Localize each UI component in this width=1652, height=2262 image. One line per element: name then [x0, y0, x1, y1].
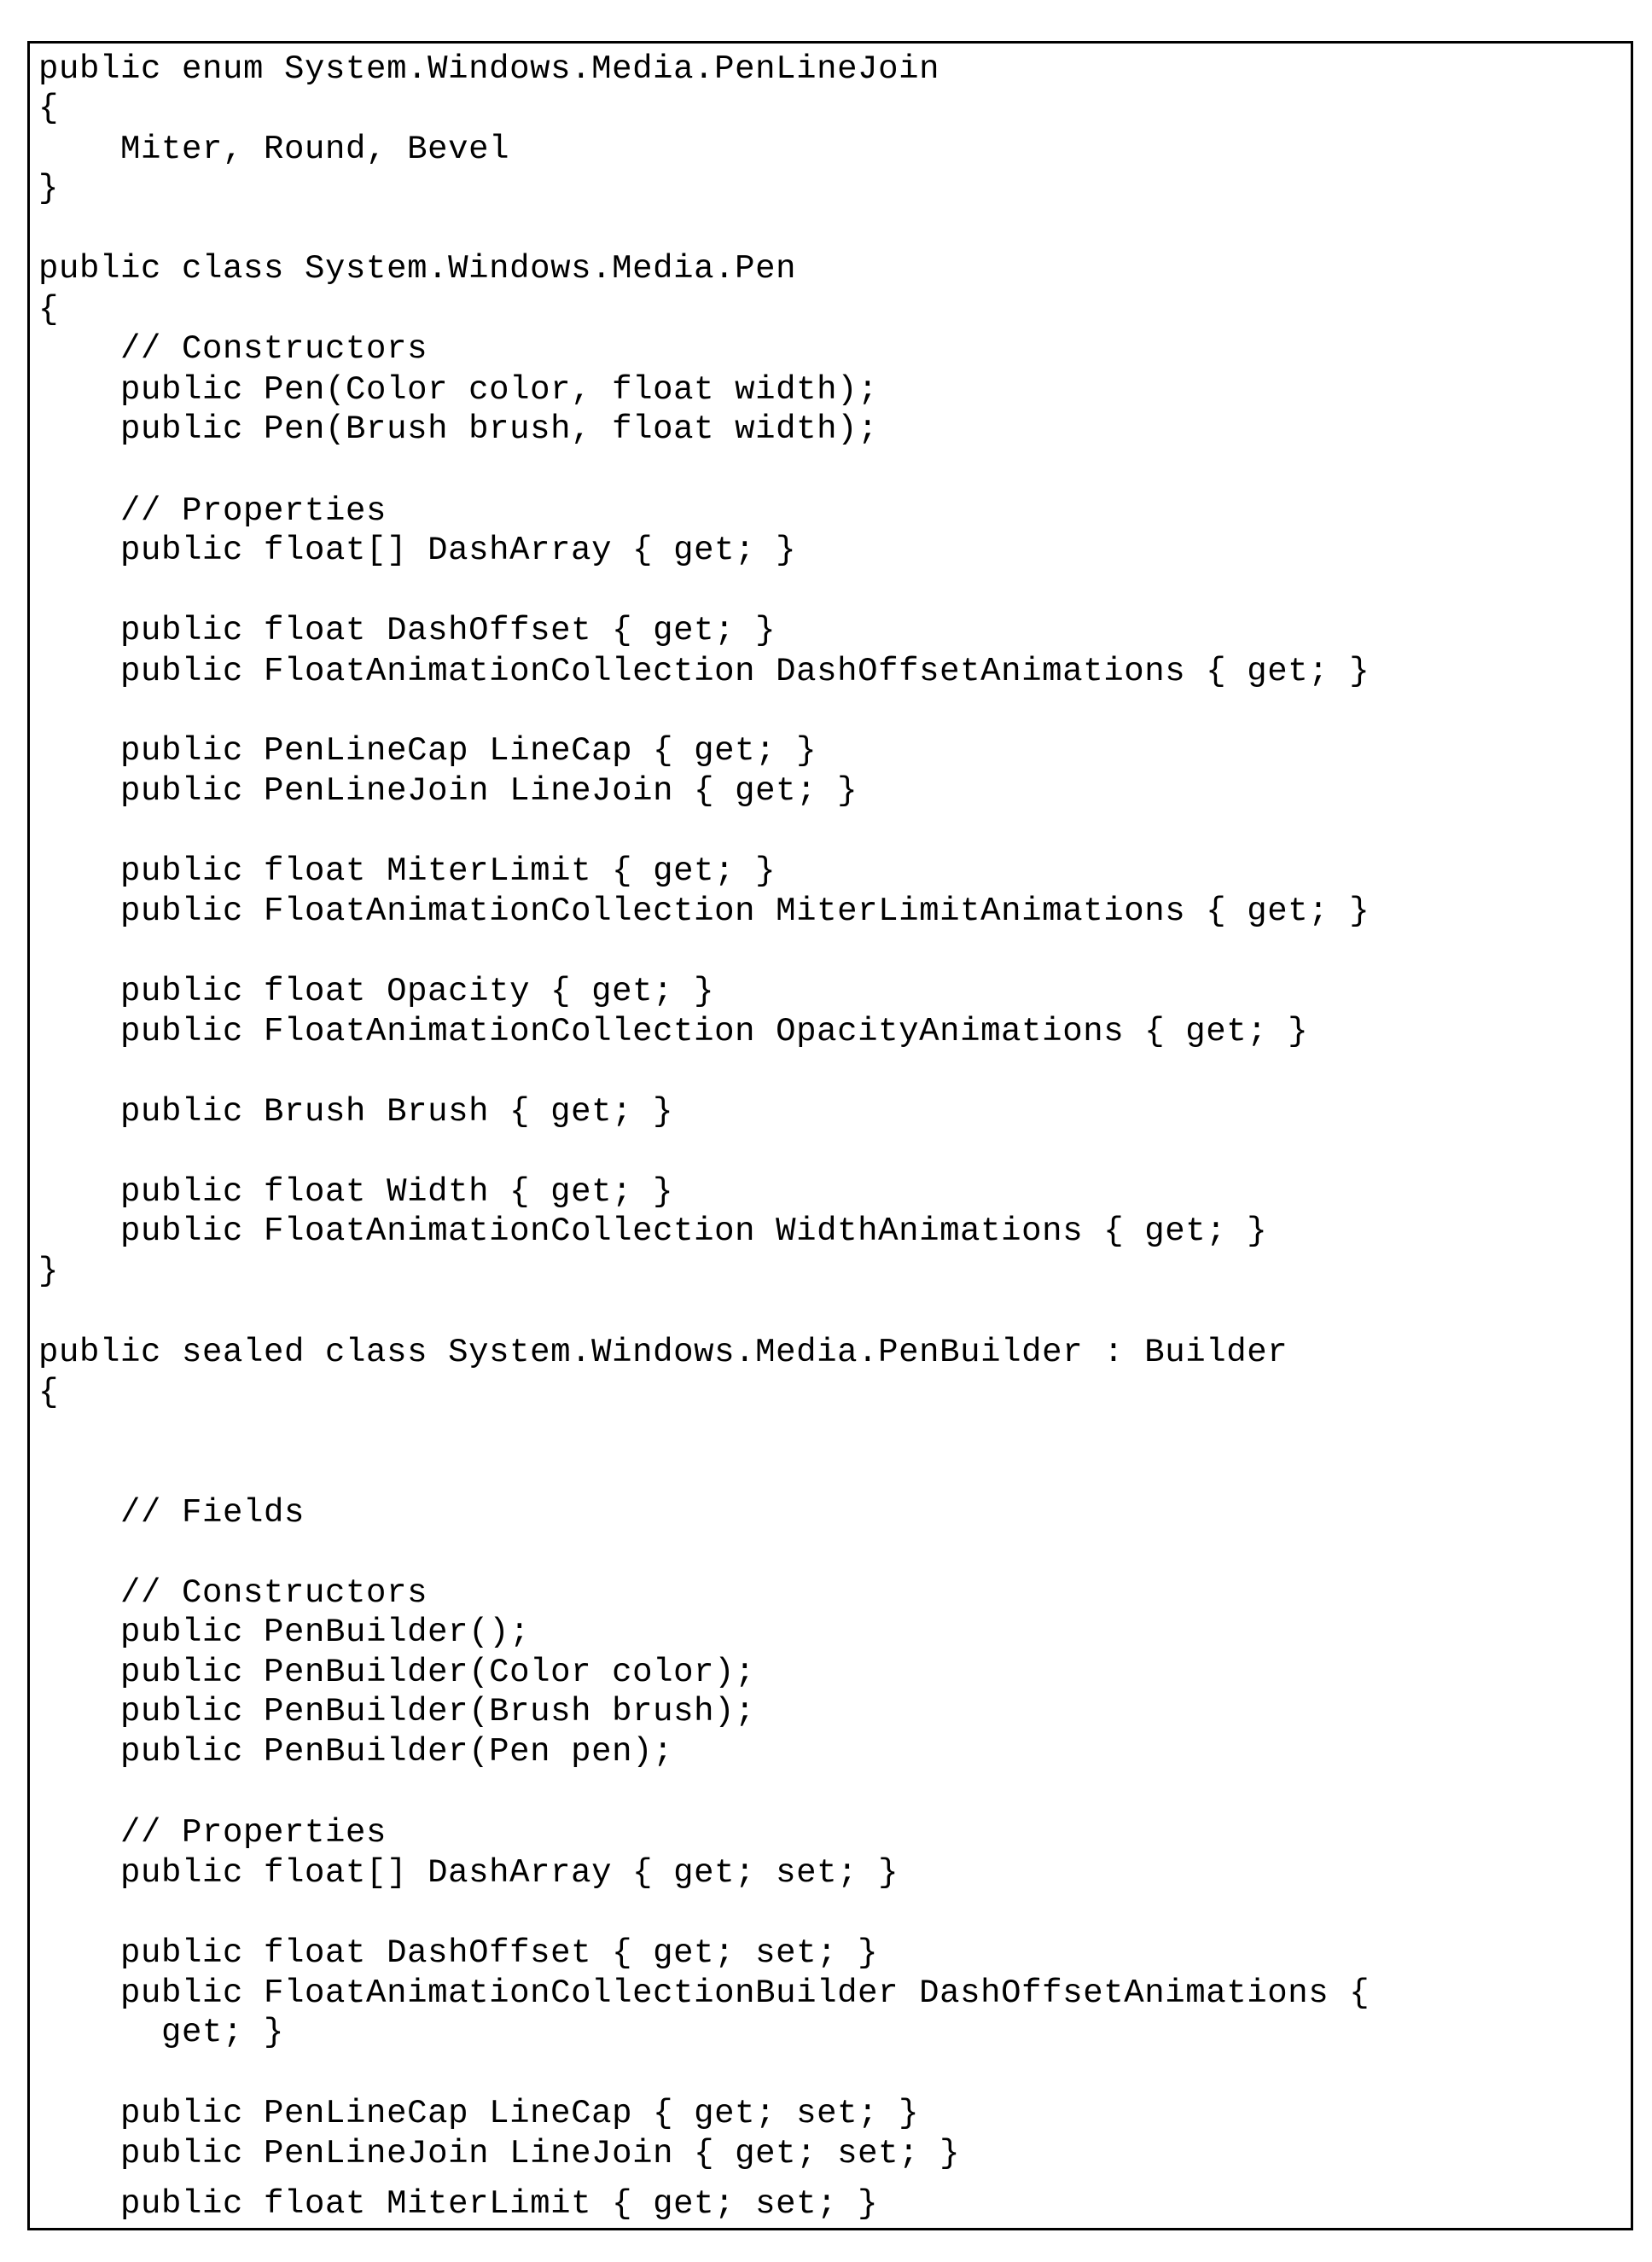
code-line: public PenLineCap LineCap { get; set; }	[38, 2095, 920, 2132]
code-line: }	[38, 1253, 60, 1290]
code-line: public PenLineJoin LineJoin { get; set; }	[38, 2135, 961, 2172]
code-line: public Pen(Color color, float width);	[38, 371, 879, 409]
code-line: public class System.Windows.Media.Pen	[38, 250, 797, 288]
code-line: // Properties	[38, 1814, 387, 1852]
code-line: public sealed class System.Windows.Media.PenBuilder : Builder	[38, 1334, 1288, 1371]
code-line: {	[38, 1374, 60, 1411]
code-line: public float MiterLimit { get; }	[38, 852, 777, 890]
code-line: public FloatAnimationCollection OpacityAnimations { get; }	[38, 1013, 1309, 1050]
code-line: public float[] DashArray { get; set; }	[38, 1854, 899, 1892]
code-listing	[27, 41, 1633, 2230]
code-line: public PenLineCap LineCap { get; }	[38, 732, 817, 770]
code-line: {	[38, 90, 60, 127]
code-line: public float Opacity { get; }	[38, 973, 715, 1010]
code-line: public PenBuilder();	[38, 1614, 531, 1651]
code-line: public Brush Brush { get; }	[38, 1093, 674, 1131]
code-line: public float Width { get; }	[38, 1173, 674, 1211]
code-line: public float DashOffset { get; set; }	[38, 1934, 879, 1972]
code-line: get; }	[38, 2014, 285, 2051]
code-line: public FloatAnimationCollection WidthAnimations { get; }	[38, 1212, 1268, 1250]
code-line: Miter, Round, Bevel	[38, 131, 510, 168]
code-line: // Constructors	[38, 330, 428, 368]
code-line: public FloatAnimationCollection DashOffsetAnimations { get; }	[38, 653, 1370, 690]
code-line: public Pen(Brush brush, float width);	[38, 410, 879, 448]
code-line: // Fields	[38, 1494, 305, 1532]
code-line: public PenLineJoin LineJoin { get; }	[38, 772, 858, 810]
code-line: public float[] DashArray { get; }	[38, 532, 797, 569]
code-line: public FloatAnimationCollection MiterLimitAnimations { get; }	[38, 893, 1370, 930]
code-line: }	[38, 170, 60, 207]
code-line: {	[38, 291, 60, 329]
code-line: public PenBuilder(Color color);	[38, 1654, 756, 1691]
code-line: public float MiterLimit { get; set; }	[38, 2185, 879, 2223]
code-line: public FloatAnimationCollectionBuilder DashOffsetAnimations {	[38, 1974, 1370, 2012]
code-line: public enum System.Windows.Media.PenLineJoin	[38, 50, 940, 88]
code-line: // Constructors	[38, 1574, 428, 1612]
code-line: public float DashOffset { get; }	[38, 612, 777, 649]
code-line: public PenBuilder(Brush brush);	[38, 1693, 756, 1730]
code-line: public PenBuilder(Pen pen);	[38, 1733, 674, 1771]
code-line: // Properties	[38, 492, 387, 530]
